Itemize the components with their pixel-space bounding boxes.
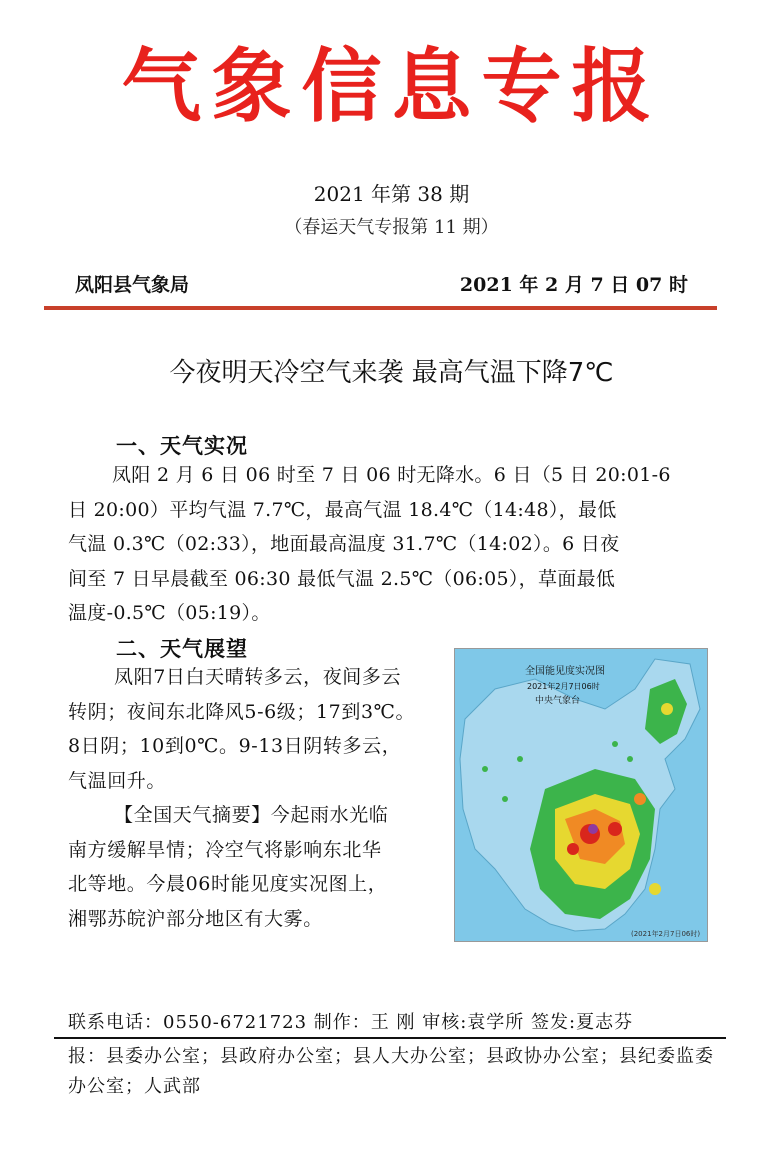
map-source: 中央气象台 — [535, 696, 581, 706]
headline: 今夜明天冷空气来袭 最高气温下降7℃ — [169, 358, 614, 388]
masthead-title: 气象信息专报 — [121, 39, 662, 133]
observation-line: 日 20:00）平均气温 7.7℃，最高气温 18.4℃（14:48），最低 — [68, 498, 617, 521]
issuing-organization: 凤阳县气象局 — [75, 274, 190, 296]
observation-paragraph — [68, 458, 708, 631]
summary-line: 【全国天气摘要】今起雨水光临 — [114, 804, 389, 826]
footer-divider — [54, 1037, 726, 1039]
section-title-outlook: 二、天气展望 — [116, 636, 248, 661]
issue-date: 2021 年 2 月 7 日 07 时 — [459, 274, 688, 296]
section-title-observation: 一、天气实况 — [116, 433, 248, 458]
outlook-line: 8日阴；10到0℃。9-13日阴转多云， — [68, 735, 402, 757]
issue-number: 2021 年第 38 期 — [313, 182, 470, 206]
distribution-list: 报：县委办公室；县政府办公室；县人大办公室；县政协办公室；县纪委监委办公室；人武部 — [68, 1046, 714, 1097]
observation-line: 气温 0.3℃（02:33），地面最高温度 31.7℃（14:02）。6 日夜 — [68, 533, 620, 555]
summary-line: 湘鄂苏皖沪部分地区有大雾。 — [68, 907, 323, 930]
observation-line: 间至 7 日早晨截至 06:30 最低气温 2.5℃（06:05），草面最低 — [68, 567, 616, 590]
map-title: 全国能见度实况图 — [525, 666, 605, 677]
outlook-line: 气温回升。 — [68, 769, 167, 792]
visibility-map — [454, 648, 708, 942]
outlook-paragraph — [68, 660, 440, 936]
summary-line: 南方缓解旱情；冷空气将影响东北华 — [68, 838, 382, 861]
contact-line: 联系电话：0550-6721723 制作：王 刚 审核:袁学所 签发:夏志芬 — [68, 1012, 634, 1033]
visibility-map-graphic — [455, 649, 707, 941]
outlook-line: 转阴；夜间东北降风5-6级；17到3℃。 — [68, 700, 416, 723]
outlook-line: 凤阳7日白天晴转多云，夜间多云 — [114, 666, 402, 688]
map-time: 2021年2月7日06时 — [527, 682, 600, 691]
observation-line: 凤阳 2 月 6 日 06 时至 7 日 06 时无降水。6 日（5 日 20:01-6 — [112, 464, 671, 486]
header-divider — [44, 306, 717, 310]
sub-issue-number: （春运天气专报第 11 期） — [284, 217, 499, 238]
observation-line: 温度-0.5℃（05:19）。 — [68, 602, 271, 624]
summary-line: 北等地。今晨06时能见度实况图上， — [68, 873, 388, 895]
map-footer: (2021年2月7日06时) — [631, 930, 701, 938]
